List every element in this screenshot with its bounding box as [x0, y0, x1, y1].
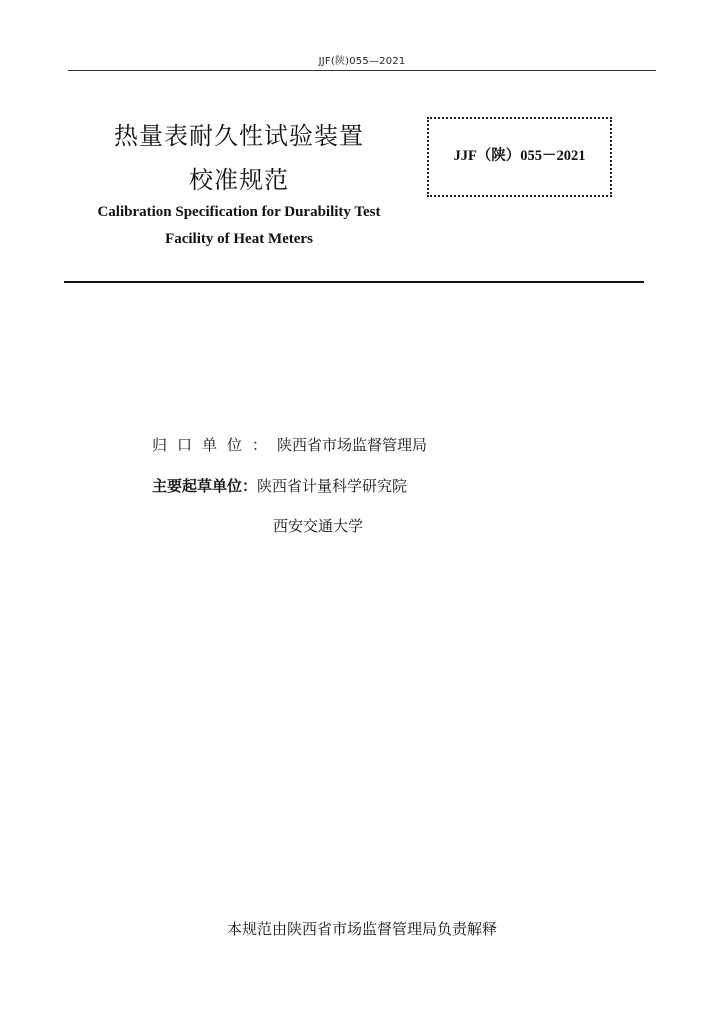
title-english-line-1: Calibration Specification for Durability Test	[97, 204, 381, 220]
interpretation-note: 本规范由陕西省市场监督管理局负责解释	[226, 920, 497, 938]
running-header: JJF(陕)055—2021	[318, 56, 406, 67]
drafting-unit-label: 主要起草单位：	[152, 477, 258, 495]
responsible-unit-value: 陕西省市场监督管理局	[277, 436, 428, 454]
title-english-line-2: Facility of Heat Meters	[165, 231, 313, 247]
title-divider	[64, 281, 644, 283]
specification-code: JJF（陕）055－2021	[453, 147, 586, 164]
responsible-unit-label: 归口单位：	[152, 436, 278, 454]
responsible-unit-row	[152, 434, 427, 455]
specification-code-box	[427, 117, 612, 197]
title-chinese-line-2: 校准规范	[189, 166, 289, 194]
title-chinese-line-1: 热量表耐久性试验装置	[114, 122, 364, 150]
drafting-unit-value-1: 陕西省计量科学研究院	[257, 477, 408, 495]
drafting-unit-row	[152, 475, 407, 496]
drafting-unit-value-2: 西安交通大学	[273, 517, 364, 535]
header-divider	[68, 70, 656, 71]
